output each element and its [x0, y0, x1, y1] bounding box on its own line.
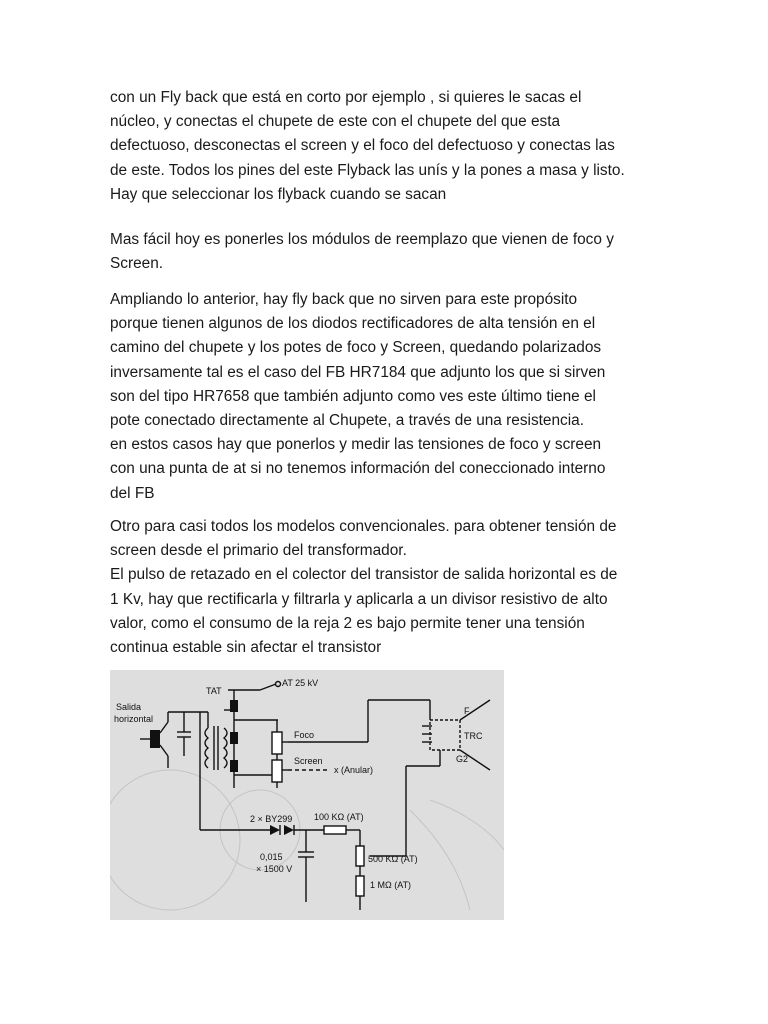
text-line: Mas fácil hoy es ponerles los módulos de reemplazo que vienen de foco y — [110, 231, 614, 248]
resistor-100k — [324, 826, 346, 834]
paragraph-screen-from-primary — [110, 515, 670, 660]
paragraph-flyback-diodes — [110, 288, 670, 506]
label-salida: Salida — [116, 702, 142, 712]
transformer-symbol — [205, 726, 227, 770]
label-c-voltage: × 1500 V — [256, 864, 293, 874]
text-line: camino del chupete y los potes de foco y Screen, quedando polarizados — [110, 339, 602, 357]
text-line: de este. Todos los pines del este Flyback las unís y la pones a masa y listo. — [110, 161, 625, 179]
label-r1m: 1 MΩ (AT) — [370, 880, 412, 890]
schematic-figure — [110, 670, 504, 920]
text-line: defectuoso, desconectas el screen y el foco del defectuoso y conectas las — [110, 137, 615, 155]
text-line: continua estable sin afectar el transistor — [110, 639, 382, 657]
label-tat: TAT — [206, 686, 222, 696]
text-line: Hay que seleccionar los flyback cuando se sacan — [110, 185, 447, 203]
label-c-value: 0,015 — [260, 852, 283, 862]
label-horizontal: horizontal — [114, 714, 154, 724]
capacitor-symbol — [177, 712, 191, 756]
paragraph-flyback-swap — [110, 86, 670, 207]
diode-chain — [270, 825, 294, 835]
label-trc: TRC — [464, 731, 483, 741]
resistor-500k — [356, 846, 364, 866]
focus-pot — [272, 720, 288, 760]
text-line: porque tienen algunos de los diodos rectificadores de alta tensión en el — [110, 315, 596, 333]
scan-artifacts — [110, 770, 504, 910]
text-line: del FB — [110, 484, 155, 502]
label-g2: G2 — [456, 754, 469, 764]
label-r500k: 500 KΩ (AT) — [368, 854, 418, 864]
text-line: El pulso de retazado en el colector del transistor de salida horizontal es de — [110, 566, 618, 584]
text-line: Ampliando lo anterior, hay fly back que no sirven para este propósito — [110, 291, 578, 308]
label-anular: x (Anular) — [334, 765, 374, 775]
schematic-diagram — [110, 670, 504, 920]
text-line: son del tipo HR7658 que también adjunto como ves este último tiene el — [110, 387, 596, 405]
text-line: screen desde el primario del transformador. — [110, 542, 407, 560]
text-line: 1 Kv, hay que rectificarla y filtrarla y aplicarla a un divisor resistivo de alto — [110, 590, 608, 608]
text-line: pote conectado directamente al Chupete, a través de una resistencia. — [110, 412, 584, 430]
label-at-25kv: AT 25 kV — [282, 678, 319, 688]
label-foco: Foco — [294, 730, 315, 740]
text-line: con una punta de at si no tenemos información del coneccionado interno — [110, 460, 606, 478]
text-line: valor, como el consumo de la reja 2 es bajo permite tener una tensión — [110, 614, 585, 632]
hv-diodes — [230, 700, 238, 772]
text-line: Screen. — [110, 255, 164, 273]
label-r100k: 100 KΩ (AT) — [314, 812, 364, 822]
text-line: con un Fly back que está en corto por ejemplo , si quieres le sacas el — [110, 89, 582, 106]
text-line: Otro para casi todos los modelos convencionales. para obtener tensión de — [110, 518, 617, 535]
label-f: F — [464, 706, 470, 716]
label-diodes: 2 × BY299 — [250, 814, 293, 824]
resistor-1m — [356, 876, 364, 896]
capacitor-0015 — [298, 830, 314, 902]
paragraph-replacement-modules — [110, 228, 670, 276]
text-line: inversamente tal es el caso del FB HR7184 que adjunto los que si sirven — [110, 363, 606, 381]
text-line: núcleo, y conectas el chupete de este con el chupete del que esta — [110, 113, 561, 131]
text-line: en estos casos hay que ponerlos y medir las tensiones de foco y screen — [110, 436, 602, 454]
label-screen: Screen — [294, 756, 323, 766]
